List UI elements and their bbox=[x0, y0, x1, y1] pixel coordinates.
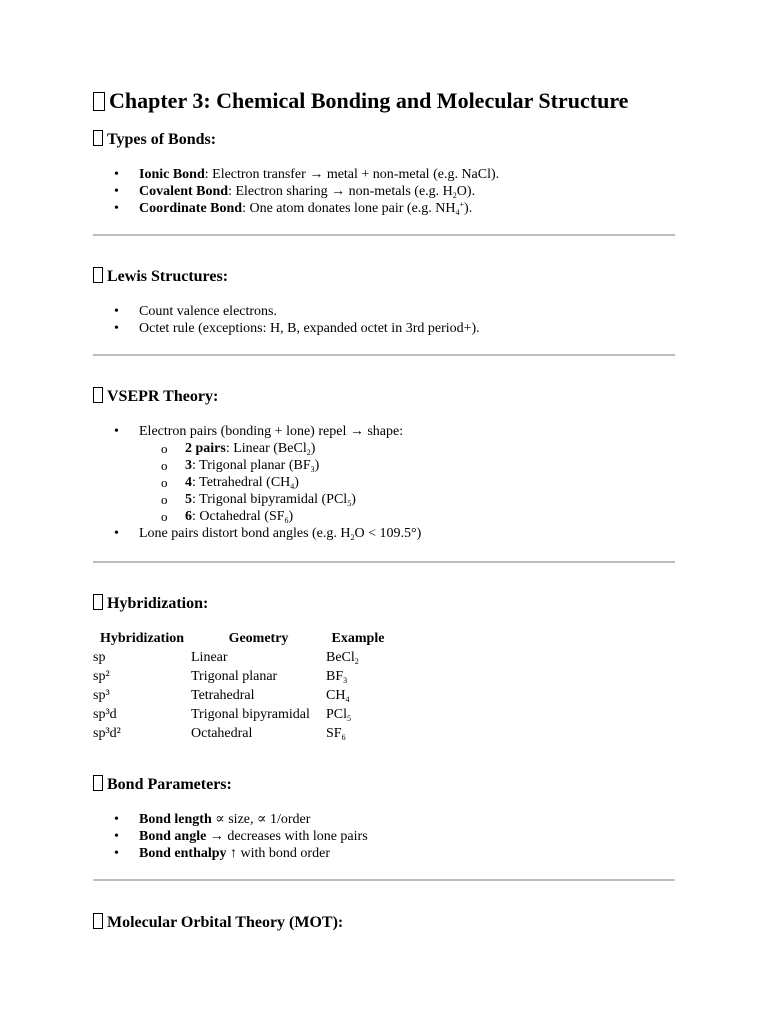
sub-list-item: o 5: Trigonal bipyramidal (PCl$_5$) bbox=[93, 491, 675, 508]
section-bond-parameters bbox=[93, 775, 675, 862]
list-item: • Octet rule (exceptions: H, B, expanded octet in 3rd period+). bbox=[93, 320, 675, 337]
sub-list-item: o 6: Octahedral $(SF_6)$ bbox=[93, 508, 675, 525]
list-item: • Lone pairs distort bond angles (e.g. $H_2O < 109.5^\circ$) bbox=[93, 525, 675, 542]
lewis-list bbox=[93, 303, 675, 337]
divider bbox=[93, 354, 675, 356]
cell-hybridization: sp³d² bbox=[93, 726, 121, 741]
list-item: • Bond angle → decreases with lone pairs bbox=[93, 828, 675, 845]
cell-geometry: Trigonal bipyramidal bbox=[191, 707, 310, 722]
section-heading: Lewis Structures: bbox=[93, 267, 675, 287]
table-header-row bbox=[93, 629, 390, 648]
cell-example: $SF_6$ bbox=[326, 726, 346, 742]
divider bbox=[93, 879, 675, 881]
section-hybridization bbox=[93, 594, 675, 743]
list-item: • Covalent Bond: Electron sharing → non-metals (e.g. $H_2O$). bbox=[93, 183, 675, 200]
section-heading: Bond Parameters: bbox=[93, 775, 675, 795]
list-item: • Ionic Bond: Electron transfer → metal + non-metal (e.g. NaCl). bbox=[93, 166, 675, 183]
section-heading: Molecular Orbital Theory (MOT): bbox=[93, 913, 675, 933]
hybridization-table bbox=[93, 629, 390, 743]
table-row bbox=[93, 724, 390, 743]
cell-example: PCl$_5$ bbox=[326, 707, 352, 723]
list-item: • Bond enthalpy ↑ with bond order bbox=[93, 845, 675, 862]
page-title: Chapter 3: Chemical Bonding and Molecular Structure bbox=[93, 87, 628, 115]
column-header: Hybridization bbox=[99, 631, 184, 646]
table-row bbox=[93, 667, 390, 686]
table-row bbox=[93, 648, 390, 667]
table-row bbox=[93, 686, 390, 705]
list-item: • Count valence electrons. bbox=[93, 303, 675, 320]
section-types-of-bonds bbox=[93, 130, 675, 217]
section-vsepr-theory bbox=[93, 387, 675, 542]
section-heading: VSEPR Theory: bbox=[93, 387, 675, 407]
cell-example: $BF_3$ bbox=[326, 669, 348, 685]
list-item: • Electron pairs (bonding + lone) repel → shape: bbox=[93, 423, 675, 440]
section-heading: Types of Bonds: bbox=[93, 130, 675, 150]
section-heading: Hybridization: bbox=[93, 594, 675, 614]
cell-geometry: Trigonal planar bbox=[191, 669, 278, 684]
table-row bbox=[93, 705, 390, 724]
cell-geometry: Tetrahedral bbox=[191, 688, 255, 703]
cell-example: BeCl$_2$ bbox=[326, 650, 359, 666]
missing-glyph-icon bbox=[93, 387, 103, 403]
section-molecular-orbital-theory bbox=[93, 913, 675, 933]
cell-hybridization: sp² bbox=[93, 669, 110, 684]
divider bbox=[93, 234, 675, 236]
cell-hybridization: sp bbox=[93, 650, 106, 665]
missing-glyph-icon bbox=[93, 92, 105, 111]
missing-glyph-icon bbox=[93, 775, 103, 791]
vsepr-list bbox=[93, 423, 675, 542]
divider bbox=[93, 561, 675, 563]
missing-glyph-icon bbox=[93, 913, 103, 929]
cell-example: $CH_4$ bbox=[326, 688, 350, 704]
column-header: Geometry bbox=[228, 631, 289, 646]
missing-glyph-icon bbox=[93, 267, 103, 283]
sub-list-item: o 4: Tetrahedral $(CH_4)$ bbox=[93, 474, 675, 491]
cell-geometry: Linear bbox=[191, 650, 228, 665]
list-item: • Bond length ∝ size, ∝ 1/order bbox=[93, 811, 675, 828]
cell-hybridization: sp³d bbox=[93, 707, 117, 722]
bond-types-list bbox=[93, 166, 675, 217]
bond-parameters-list bbox=[93, 811, 675, 862]
missing-glyph-icon bbox=[93, 594, 103, 610]
section-lewis-structures bbox=[93, 267, 675, 337]
cell-geometry: Octahedral bbox=[191, 726, 253, 741]
column-header: Example bbox=[331, 631, 385, 646]
cell-hybridization: sp³ bbox=[93, 688, 110, 703]
missing-glyph-icon bbox=[93, 130, 103, 146]
list-item: • Coordinate Bond: One atom donates lone pair (e.g. $NH_4^+$). bbox=[93, 200, 675, 217]
sub-list-item: o 2 pairs: Linear (BeCl$_2$) bbox=[93, 440, 675, 457]
sub-list-item: o 3: Trigonal planar $(BF_3)$ bbox=[93, 457, 675, 474]
